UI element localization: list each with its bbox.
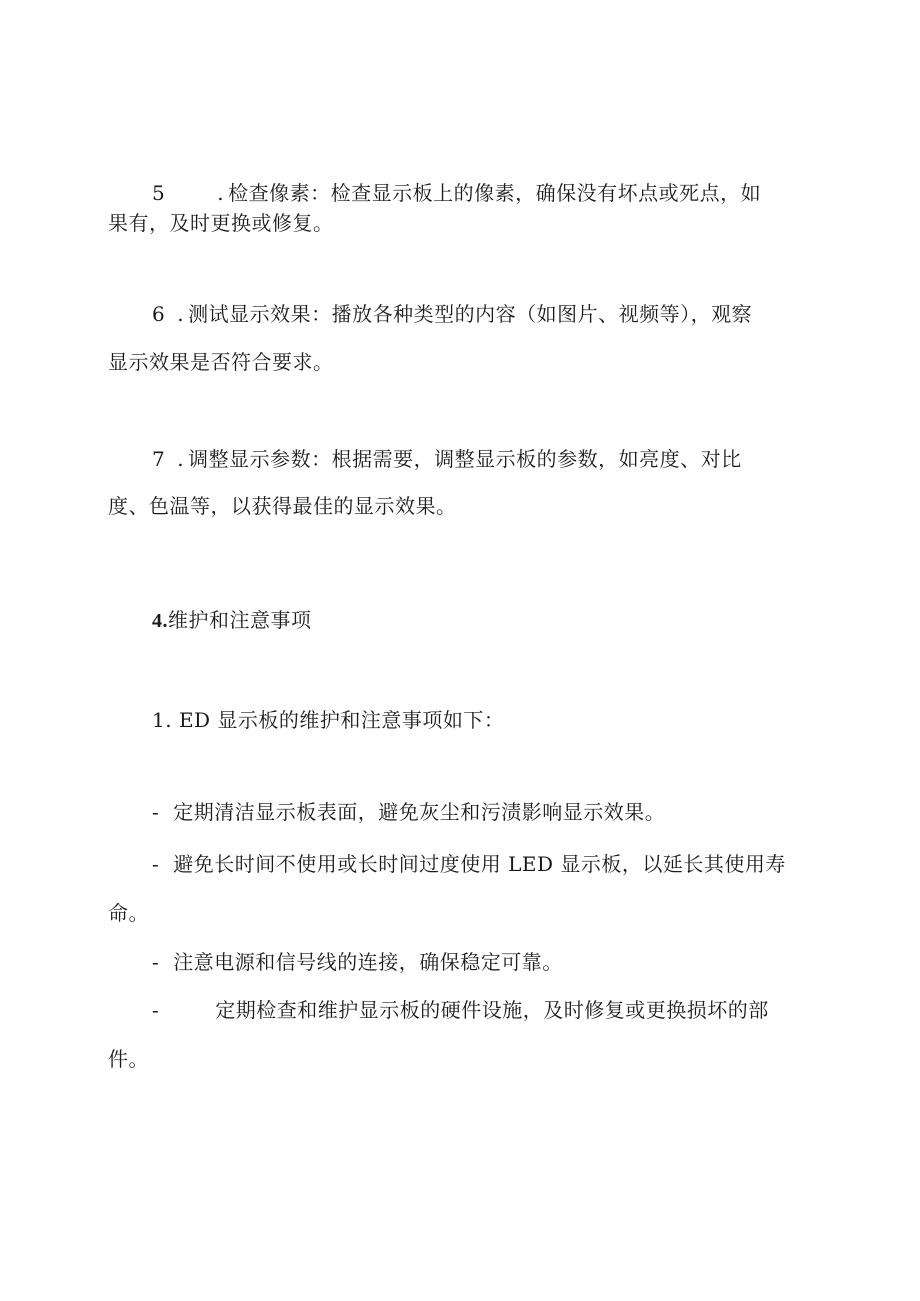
bullet-2-dash: - bbox=[152, 852, 160, 876]
intro-line bbox=[152, 708, 852, 732]
item-7-line-2 bbox=[108, 494, 808, 518]
item-6-sep: . bbox=[177, 302, 185, 326]
item-5-sep: . bbox=[217, 181, 225, 205]
bullet-1-dash: - bbox=[152, 800, 160, 824]
item-6-line-1 bbox=[152, 302, 852, 326]
item-5-line-1 bbox=[152, 181, 852, 205]
item-7-sep: . bbox=[177, 447, 185, 471]
item-5-number: 5 bbox=[152, 181, 166, 205]
bullet-1-text: 定期清洁显示板表面，避免灰尘和污渍影响显示效果。 bbox=[173, 800, 666, 824]
item-7-line-1 bbox=[152, 447, 852, 471]
item-6-text-1: 测试显示效果：播放各种类型的内容（如图片、视频等），观察 bbox=[188, 302, 753, 326]
bullet-3 bbox=[152, 950, 852, 974]
bullet-3-dash: - bbox=[152, 950, 160, 974]
item-6-number: 6 bbox=[152, 302, 166, 326]
bullet-2-text-1: 避免长时间不使用或长时间过度使用 LED 显示板，以延长其使用寿 bbox=[173, 852, 786, 876]
intro-text: 1. ED 显示板的维护和注意事项如下： bbox=[152, 708, 505, 732]
section-title: 维护和注意事项 bbox=[168, 608, 312, 632]
section-number: 4. bbox=[152, 610, 168, 632]
item-6-line-2 bbox=[108, 350, 808, 374]
bullet-1 bbox=[152, 800, 852, 824]
bullet-2 bbox=[152, 852, 852, 876]
item-5-text-2: 果有，及时更换或修复。 bbox=[108, 211, 334, 235]
bullet-4-text-2: 件。 bbox=[108, 1047, 149, 1071]
section-heading bbox=[152, 608, 852, 633]
item-7-text-2: 度、色温等，以获得最佳的显示效果。 bbox=[108, 494, 457, 518]
bullet-3-text: 注意电源和信号线的连接，确保稳定可靠。 bbox=[173, 950, 563, 974]
bullet-4-text-1: 定期检查和维护显示板的硬件设施，及时修复或更换损坏的部 bbox=[215, 998, 769, 1022]
item-7-text-1: 调整显示参数：根据需要，调整显示板的参数，如亮度、对比 bbox=[188, 447, 742, 471]
item-6-text-2: 显示效果是否符合要求。 bbox=[108, 350, 334, 374]
item-5-text-1: 检查像素：检查显示板上的像素，确保没有坏点或死点，如 bbox=[228, 181, 762, 205]
bullet-4-dash: - bbox=[152, 998, 160, 1022]
item-5-line-2 bbox=[108, 211, 808, 235]
bullet-2-line-2 bbox=[108, 901, 808, 925]
bullet-4-line-2 bbox=[108, 1047, 808, 1071]
bullet-4 bbox=[152, 998, 852, 1022]
item-7-number: 7 bbox=[152, 447, 166, 471]
bullet-2-text-2: 命。 bbox=[108, 901, 149, 925]
